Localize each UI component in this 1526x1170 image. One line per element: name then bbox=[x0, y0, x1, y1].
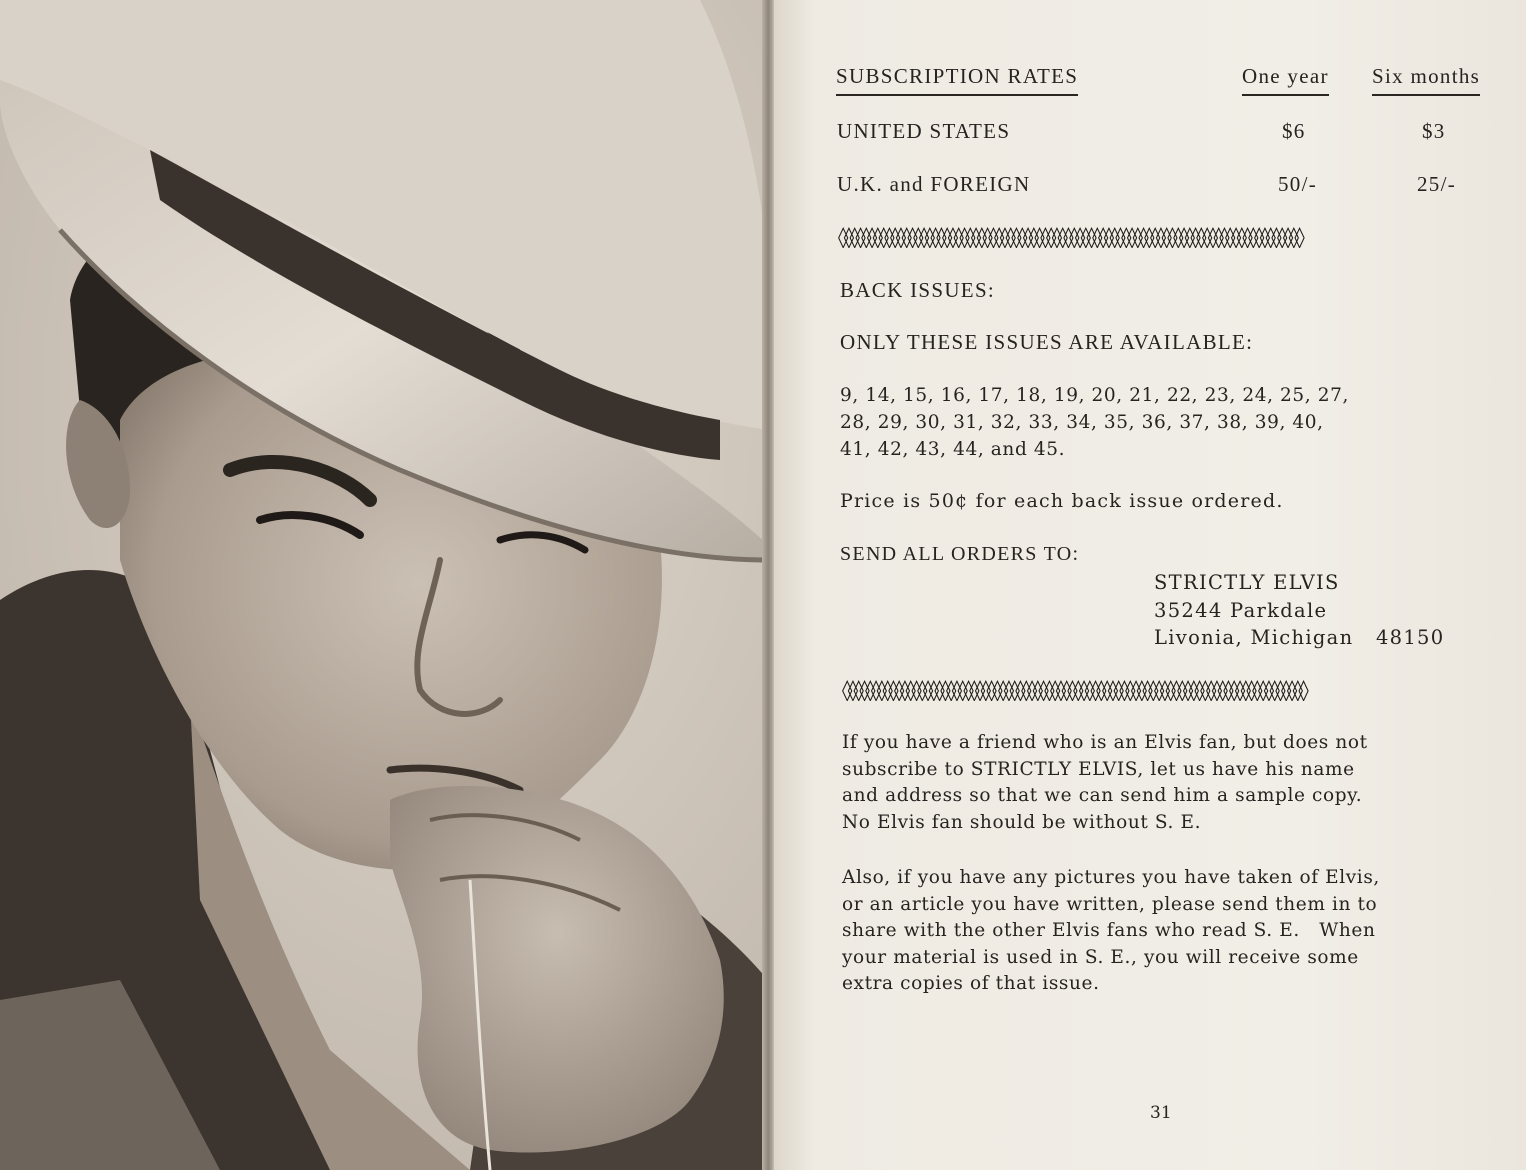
rate-us-six-months: $3 bbox=[1422, 119, 1446, 143]
pictures-line-3: share with the other Elvis fans who read S. E. When bbox=[842, 920, 1376, 941]
ornamental-border-top: ◊◊◊◊◊◊◊◊◊◊◊◊◊◊◊◊◊◊◊◊◊◊◊◊◊◊◊◊◊◊◊◊◊◊◊◊◊◊◊◊◊◊◊◊◊◊◊◊◊◊◊◊◊◊◊◊◊◊◊◊◊◊◊◊◊◊◊◊◊◊◊◊◊◊◊◊◊◊◊◊ bbox=[838, 226, 1301, 248]
ornamental-border-bottom: ◊◊◊◊◊◊◊◊◊◊◊◊◊◊◊◊◊◊◊◊◊◊◊◊◊◊◊◊◊◊◊◊◊◊◊◊◊◊◊◊◊◊◊◊◊◊◊◊◊◊◊◊◊◊◊◊◊◊◊◊◊◊◊◊◊◊◊◊◊◊◊◊◊◊◊◊◊◊◊◊ bbox=[842, 679, 1305, 701]
back-issue-price: Price is 50¢ for each back issue ordered. bbox=[840, 490, 1284, 512]
back-issues-heading: BACK ISSUES: bbox=[840, 278, 996, 302]
rate-uk-six-months: 25/- bbox=[1417, 172, 1457, 196]
issues-line-2: 28, 29, 30, 31, 32, 33, 34, 35, 36, 37, 38, 39, 40, bbox=[840, 412, 1324, 433]
pictures-line-2: or an article you have written, please send them in to bbox=[842, 893, 1378, 915]
rate-region-uk-foreign: U.K. and FOREIGN bbox=[837, 172, 1031, 196]
friend-referral-paragraph bbox=[842, 730, 1368, 836]
issues-line-1: 9, 14, 15, 16, 17, 18, 19, 20, 21, 22, 23, 24, 25, 27, bbox=[840, 385, 1349, 406]
pictures-line-4: your material is used in S. E., you will receive some bbox=[842, 946, 1359, 968]
rate-us-one-year: $6 bbox=[1282, 119, 1306, 143]
pictures-line-1: Also, if you have any pictures you have taken of Elvis, bbox=[842, 867, 1380, 888]
friend-line-1: If you have a friend who is an Elvis fan, but does not bbox=[842, 732, 1368, 753]
pictures-line-5: extra copies of that issue. bbox=[842, 973, 1100, 994]
six-months-column-header: Six months bbox=[1372, 64, 1480, 96]
friend-line-3: and address so that we can send him a sample copy. bbox=[842, 785, 1363, 806]
friend-line-2: subscribe to STRICTLY ELVIS, let us have his name bbox=[842, 758, 1355, 780]
one-year-column-header: One year bbox=[1242, 64, 1329, 96]
available-issues-list bbox=[840, 382, 1349, 463]
subscription-rates-heading: SUBSCRIPTION RATES bbox=[836, 64, 1078, 96]
available-issues-label: ONLY THESE ISSUES ARE AVAILABLE: bbox=[840, 330, 1254, 354]
issues-line-3: 41, 42, 43, 44, and 45. bbox=[840, 439, 1066, 460]
address-line-street: 35244 Parkdale bbox=[1154, 598, 1328, 622]
rate-region-united-states: UNITED STATES bbox=[837, 119, 1011, 143]
right-page bbox=[774, 0, 1526, 1170]
address-line-name: STRICTLY ELVIS bbox=[1154, 571, 1340, 594]
mailing-address bbox=[1154, 569, 1444, 652]
address-line-city: Livonia, Michigan 48150 bbox=[1154, 626, 1445, 649]
rate-uk-one-year: 50/- bbox=[1278, 172, 1318, 196]
send-orders-label: SEND ALL ORDERS TO: bbox=[840, 543, 1080, 565]
friend-line-4: No Elvis fan should be without S. E. bbox=[842, 811, 1202, 833]
page-number: 31 bbox=[1150, 1103, 1172, 1123]
pictures-submission-paragraph bbox=[842, 865, 1380, 998]
